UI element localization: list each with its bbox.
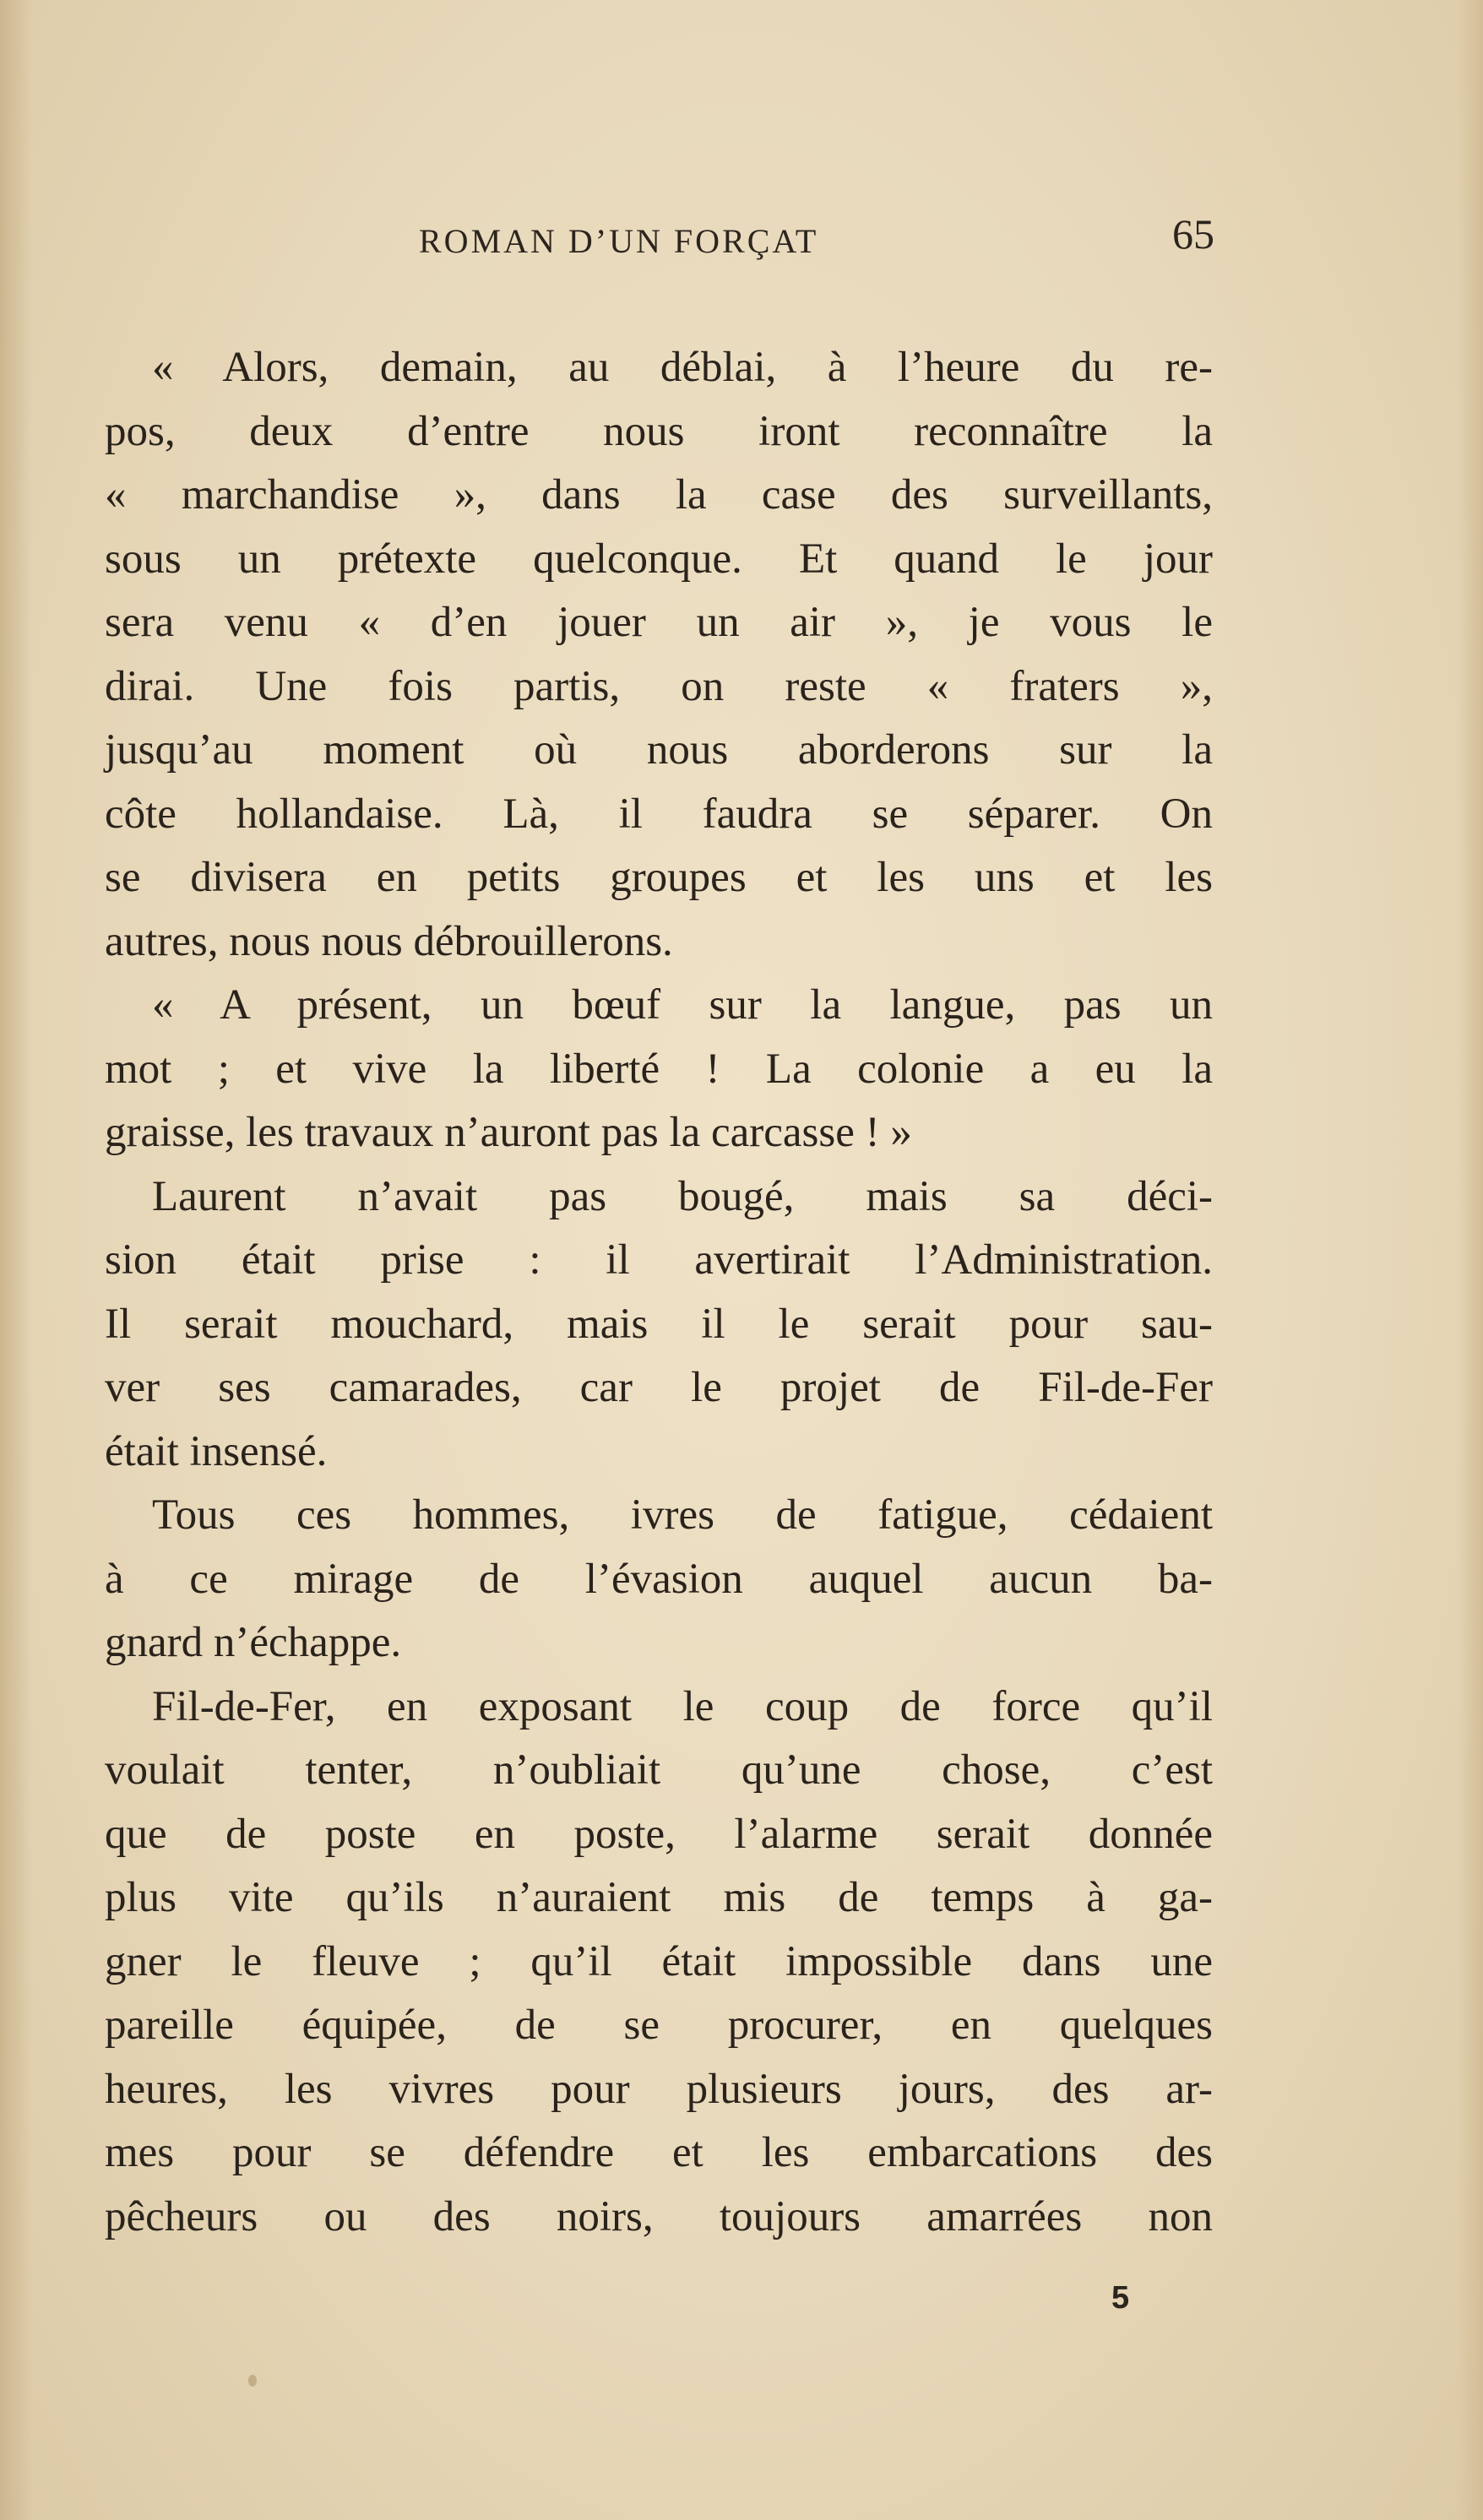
body-text [105, 336, 1213, 2249]
paper-speck [248, 2375, 257, 2387]
text-line: gnard n’échappe. [105, 1619, 402, 1666]
text-line: mot ; et vive la liberté ! La colonie a eu la [105, 1045, 1213, 1093]
text-line: autres, nous nous débrouillerons. [105, 917, 673, 965]
text-line: « A présent, un bœuf sur la langue, pas un [152, 981, 1213, 1029]
text-line: à ce mirage de l’évasion auquel aucun ba- [105, 1555, 1213, 1603]
text-line: Il serait mouchard, mais il le serait pour sau- [105, 1300, 1213, 1348]
text-line: « Alors, demain, au déblai, à l’heure du re- [152, 344, 1213, 391]
text-line: « marchandise », dans la case des surveillants, [105, 471, 1213, 519]
text-line: sous un prétexte quelconque. Et quand le jour [105, 535, 1213, 583]
text-line: dirai. Une fois partis, on reste « fraters », [105, 662, 1213, 710]
text-line: voulait tenter, n’oubliait qu’une chose, c’est [105, 1746, 1213, 1794]
text-line: que de poste en poste, l’alarme serait donnée [105, 1810, 1213, 1858]
text-line: Laurent n’avait pas bougé, mais sa déci- [152, 1172, 1213, 1220]
page-edge-shadow-left [0, 0, 32, 2520]
text-line: sera venu « d’en jouer un air », je vous le [105, 599, 1213, 646]
text-line: mes pour se défendre et les embarcations des [105, 2129, 1213, 2176]
text-line: plus vite qu’ils n’auraient mis de temps à ga- [105, 1874, 1213, 1921]
text-line: sion était prise : il avertirait l’Administration. [105, 1236, 1213, 1284]
text-line: pareille équipée, de se procurer, en quelques [105, 2001, 1213, 2049]
text-line: se divisera en petits groupes et les uns et les [105, 854, 1213, 901]
page-edge-shadow-right [1458, 0, 1483, 2520]
signature-mark: 5 [1111, 2280, 1130, 2316]
text-line: gner le fleuve ; qu’il était impossible dans une [105, 1937, 1213, 1985]
running-title: ROMAN D’UN FORÇAT [419, 222, 819, 260]
text-line: graisse, les travaux n’auront pas la carcasse ! » [105, 1109, 912, 1156]
text-line: pêcheurs ou des noirs, toujours amarrées non [105, 2192, 1213, 2240]
text-line: pos, deux d’entre nous iront reconnaître la [105, 407, 1213, 455]
text-line: Fil-de-Fer, en exposant le coup de force qu’il [152, 1682, 1213, 1730]
text-line: côte hollandaise. Là, il faudra se séparer. On [105, 790, 1213, 838]
text-line: Tous ces hommes, ivres de fatigue, cédaient [152, 1491, 1213, 1539]
text-line: ver ses camarades, car le projet de Fil-de-Fer [105, 1364, 1213, 1411]
text-line: était insensé. [105, 1427, 328, 1475]
text-line: heures, les vivres pour plusieurs jours, des ar- [105, 2065, 1213, 2113]
page-number: 65 [1172, 210, 1214, 258]
text-line: jusqu’au moment où nous aborderons sur la [105, 726, 1213, 774]
